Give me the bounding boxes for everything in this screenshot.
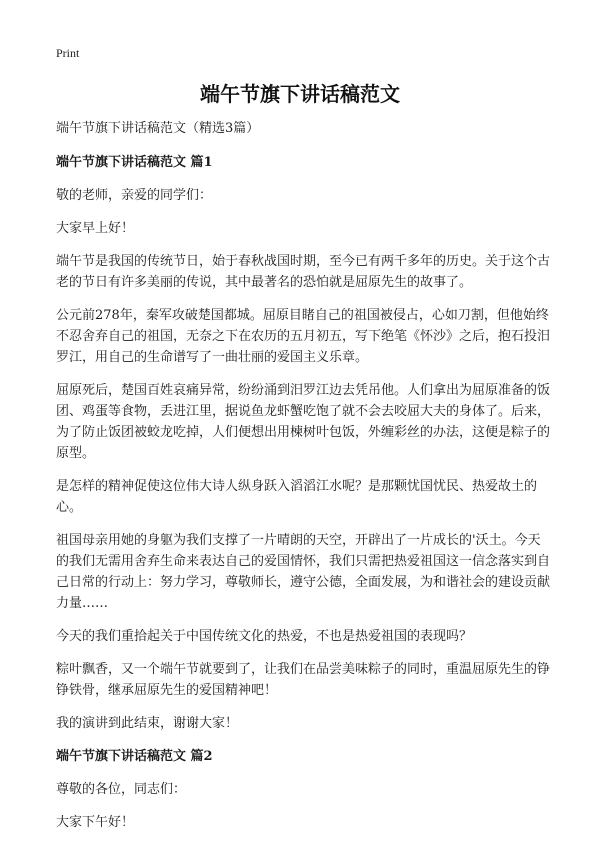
paragraph: 是怎样的精神促使这位伟大诗人纵身跃入滔滔江水呢？是那颗忧国忧民、热爱故土的心。 xyxy=(56,479,538,515)
paragraph: 端午节是我国的传统节日，始于春秋战国时期，至今已有两千多年的历史。关于这个古老的节日有许多美丽的传说，其中最著名的恐怕就是屈原先生的故事了。 xyxy=(56,254,551,290)
paragraph: 尊敬的各位，同志们： xyxy=(56,782,187,797)
paragraph: 大家下午好！ xyxy=(56,815,135,830)
paragraph: 敬的老师，亲爱的同学们： xyxy=(56,188,213,203)
document-subtitle: 端午节旗下讲话稿范文（精选3篇） xyxy=(56,121,260,136)
print-link[interactable]: Print xyxy=(56,46,80,60)
paragraph: 粽叶飘香，又一个端午节就要到了，让我们在品尝美味粽子的同时，重温屈原先生的铮铮铁骨，继承屈原先生的爱国精神吧！ xyxy=(56,662,551,698)
paragraph: 祖国母亲用她的身躯为我们支撑了一片晴朗的天空，开辟出了一片成长的'沃土。今天的我们无需用舍弃生命来表达自己的爱国情怀，我们只需把热爱祖国这一信念落实到自己日常的行动上：努力学习，尊敬师长，遵守公德，全面发展，为和谐社会的建设贡献力量…… xyxy=(56,533,551,611)
paragraph: 大家早上好！ xyxy=(56,221,135,236)
paragraph: 屈原死后，楚国百姓哀痛异常，纷纷涌到汨罗江边去凭吊他。人们拿出为屈原准备的饭团、鸡蛋等食物，丢进江里，据说鱼龙虾蟹吃饱了就不会去咬屈大夫的身体了。后来，为了防止饭团被蛟龙吃掉，人们便想出用楝树叶包饭，外缠彩丝的办法，这便是粽子的原型。 xyxy=(56,383,551,461)
document-body xyxy=(56,118,550,845)
section-heading-1: 端午节旗下讲话稿范文 篇1 xyxy=(56,155,213,170)
document-title: 端午节旗下讲话稿范文 xyxy=(200,82,400,106)
paragraph: 公元前278年，秦军攻破楚国都城。屈原目睹自己的祖国被侵占，心如刀割，但他始终不忍舍弃自己的祖国，无奈之下在农历的五月初五，写下绝笔《怀沙》之后，抱石投汨罗江，用自己的生命谱写了一曲壮丽的爱国主义乐章。 xyxy=(56,308,551,365)
paragraph: 今天的我们重拾起关于中国传统文化的热爱，不也是热爱祖国的表现吗？ xyxy=(56,629,473,644)
paragraph: 我的演讲到此结束，谢谢大家！ xyxy=(56,716,239,731)
section-heading-2: 端午节旗下讲话稿范文 篇2 xyxy=(56,749,213,764)
